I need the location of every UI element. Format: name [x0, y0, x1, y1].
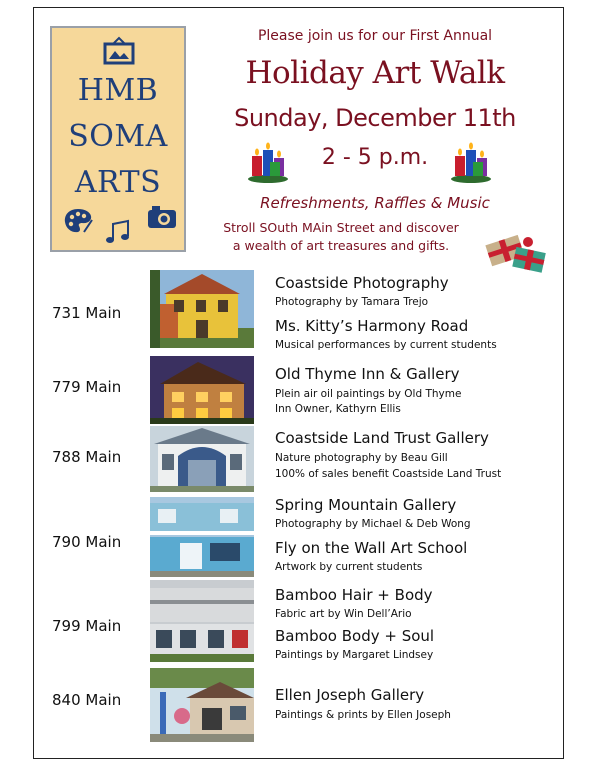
photo-799-main	[150, 580, 254, 662]
music-notes-icon	[104, 218, 134, 248]
invite-line: Please join us for our First Annual	[257, 28, 493, 44]
photo-788-main	[150, 426, 254, 492]
gallery-desc: Paintings & prints by Ellen Joseph	[275, 709, 451, 721]
logo-line-arts: ARTS	[74, 165, 162, 200]
gallery-desc: Nature photography by Beau Gill	[275, 452, 448, 464]
gallery-desc: Photography by Michael & Deb Wong	[275, 518, 471, 530]
gallery-desc: Photography by Tamara Trejo	[275, 296, 429, 308]
gallery-desc: Fabric art by Win Dell’Ario	[275, 608, 412, 620]
gallery-desc: Paintings by Margaret Lindsey	[275, 649, 434, 661]
picture-frame-icon	[102, 36, 136, 66]
venue-address-788: 788 Main	[52, 448, 122, 466]
gallery-desc: Plein air oil paintings by Old Thyme	[275, 388, 462, 400]
gallery-desc: Musical performances by current students	[275, 339, 497, 351]
gallery-desc: Artwork by current students	[275, 561, 423, 573]
event-extras: Refreshments, Raffles & Music	[260, 194, 490, 212]
gallery-name: Ms. Kitty’s Harmony Road	[275, 317, 469, 335]
candles-right-icon	[449, 140, 493, 184]
venue-address-779: 779 Main	[52, 378, 122, 396]
stroll-line-2: a wealth of art treasures and gifts.	[232, 238, 450, 253]
gallery-desc: Inn Owner, Kathyrn Ellis	[275, 403, 401, 415]
photo-840-main	[150, 668, 254, 742]
gallery-name: Spring Mountain Gallery	[275, 496, 457, 514]
photo-731-main	[150, 270, 254, 348]
candles-left-icon	[246, 140, 290, 184]
photo-779-main	[150, 356, 254, 424]
gallery-name: Fly on the Wall Art School	[275, 539, 468, 557]
logo-line-soma: SOMA	[68, 119, 168, 154]
event-title: Holiday Art Walk	[245, 55, 505, 91]
gallery-name: Bamboo Body + Soul	[275, 627, 435, 645]
gallery-name: Coastside Photography	[275, 274, 449, 292]
hmb-soma-arts-logo	[50, 26, 186, 252]
event-date: Sunday, December 11th	[234, 104, 516, 132]
logo-line-hmb: HMB	[77, 73, 159, 108]
venue-address-790: 790 Main	[52, 533, 122, 551]
paint-palette-icon	[62, 206, 94, 236]
photo-790-main	[150, 497, 254, 577]
gallery-name: Coastside Land Trust Gallery	[275, 429, 489, 447]
gallery-name: Ellen Joseph Gallery	[275, 686, 425, 704]
event-time: 2 - 5 p.m.	[321, 145, 429, 170]
gallery-name: Bamboo Hair + Body	[275, 586, 433, 604]
venue-address-731: 731 Main	[52, 304, 122, 322]
gift-boxes-icon	[480, 220, 552, 282]
gallery-name: Old Thyme Inn & Gallery	[275, 365, 460, 383]
gallery-desc: 100% of sales benefit Coastside Land Trust	[275, 468, 502, 480]
venue-address-840: 840 Main	[52, 691, 122, 709]
stroll-line-1: Stroll SOuth MAin Street and discover	[223, 220, 459, 235]
camera-icon	[146, 204, 178, 230]
venue-address-799: 799 Main	[52, 617, 122, 635]
